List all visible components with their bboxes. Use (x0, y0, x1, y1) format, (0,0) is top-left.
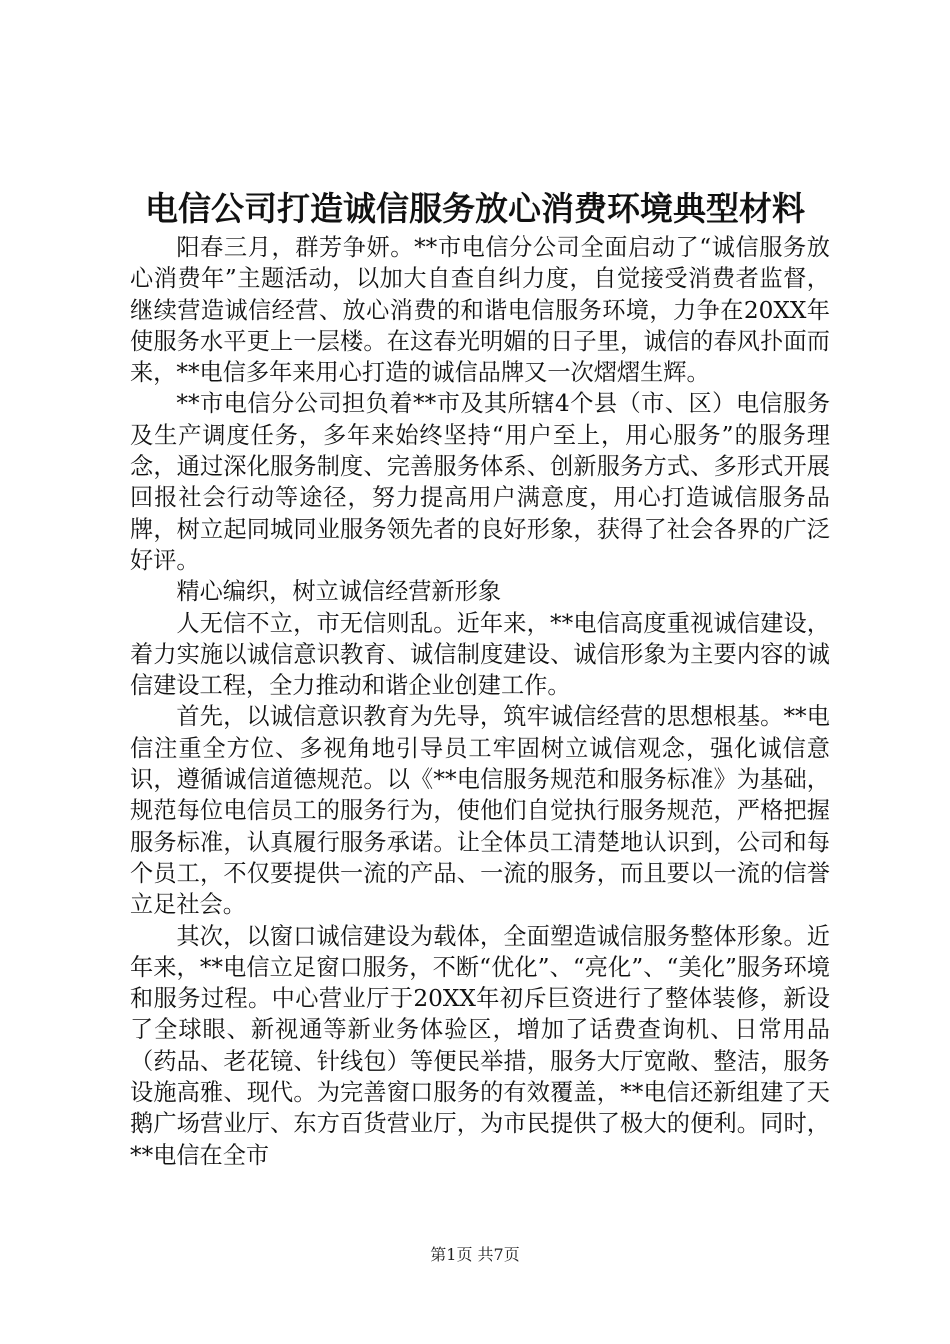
paragraph-integrity-building: 人无信不立，市无信则乱。近年来，**电信高度重视诚信建设，着力实施以诚信意识教育、诚信制度建设、诚信形象为主要内容的诚信建设工程，全力推动和谐企业创建工作。 (130, 609, 830, 700)
document-title: 电信公司打造诚信服务放心消费环境典型材料 (145, 189, 805, 228)
document-body (130, 232, 830, 1171)
paragraph-second-point: 其次，以窗口诚信建设为载体，全面塑造诚信服务整体形象。近年来，**电信立足窗口服务，不断“优化”、“亮化”、“美化”服务环境和服务过程。中心营业厅于20XX年初斥巨资进行了整体装修，新设了全球眼、新视通等新业务体验区，增加了话费查询机、日常用品（药品、老花镜、针线包）等便民举措，服务大厅宽敞、整洁，服务设施高雅、现代。为完善窗口服务的有效覆盖，**电信还新组建了天鹅广场营业厅、东方百货营业厅，为市民提供了极大的便利。同时，**电信在全市 (130, 922, 830, 1169)
paragraph-intro: 阳春三月，群芳争妍。**市电信分公司全面启动了“诚信服务放心消费年”主题活动，以加大自查自纠力度，自觉接受消费者监督，继续营造诚信经营、放心消费的和谐电信服务环境，力争在20XX年使服务水平更上一层楼。在这春光明媚的日子里，诚信的春风扑面而来，**电信多年来用心打造的诚信品牌又一次熠熠生辉。 (130, 234, 830, 387)
paragraph-company-overview: **市电信分公司担负着**市及其所辖4个县（市、区）电信服务及生产调度任务，多年来始终坚持“用户至上，用心服务”的服务理念，通过深化服务制度、完善服务体系、创新服务方式、多形式开展回报社会行动等途径，努力提高用户满意度，用心打造诚信服务品牌，树立起同城同业服务领先者的良好形象，获得了社会各界的广泛好评。 (130, 390, 830, 574)
section-heading: 精心编织，树立诚信经营新形象 (176, 578, 502, 606)
paragraph-first-point: 首先，以诚信意识教育为先导，筑牢诚信经营的思想根基。**电信注重全方位、多视角地引导员工牢固树立诚信观念，强化诚信意识，遵循诚信道德规范。以《**电信服务规范和服务标准》为基础，规范每位电信员工的服务行为，使他们自觉执行服务规范，严格把握服务标准，认真履行服务承诺。让全体员工清楚地认识到，公司和每个员工，不仅要提供一流的产品、一流的服务，而且要以一流的信誉立足社会。 (130, 703, 830, 919)
page-indicator: 第1页 共7页 (430, 1245, 520, 1264)
